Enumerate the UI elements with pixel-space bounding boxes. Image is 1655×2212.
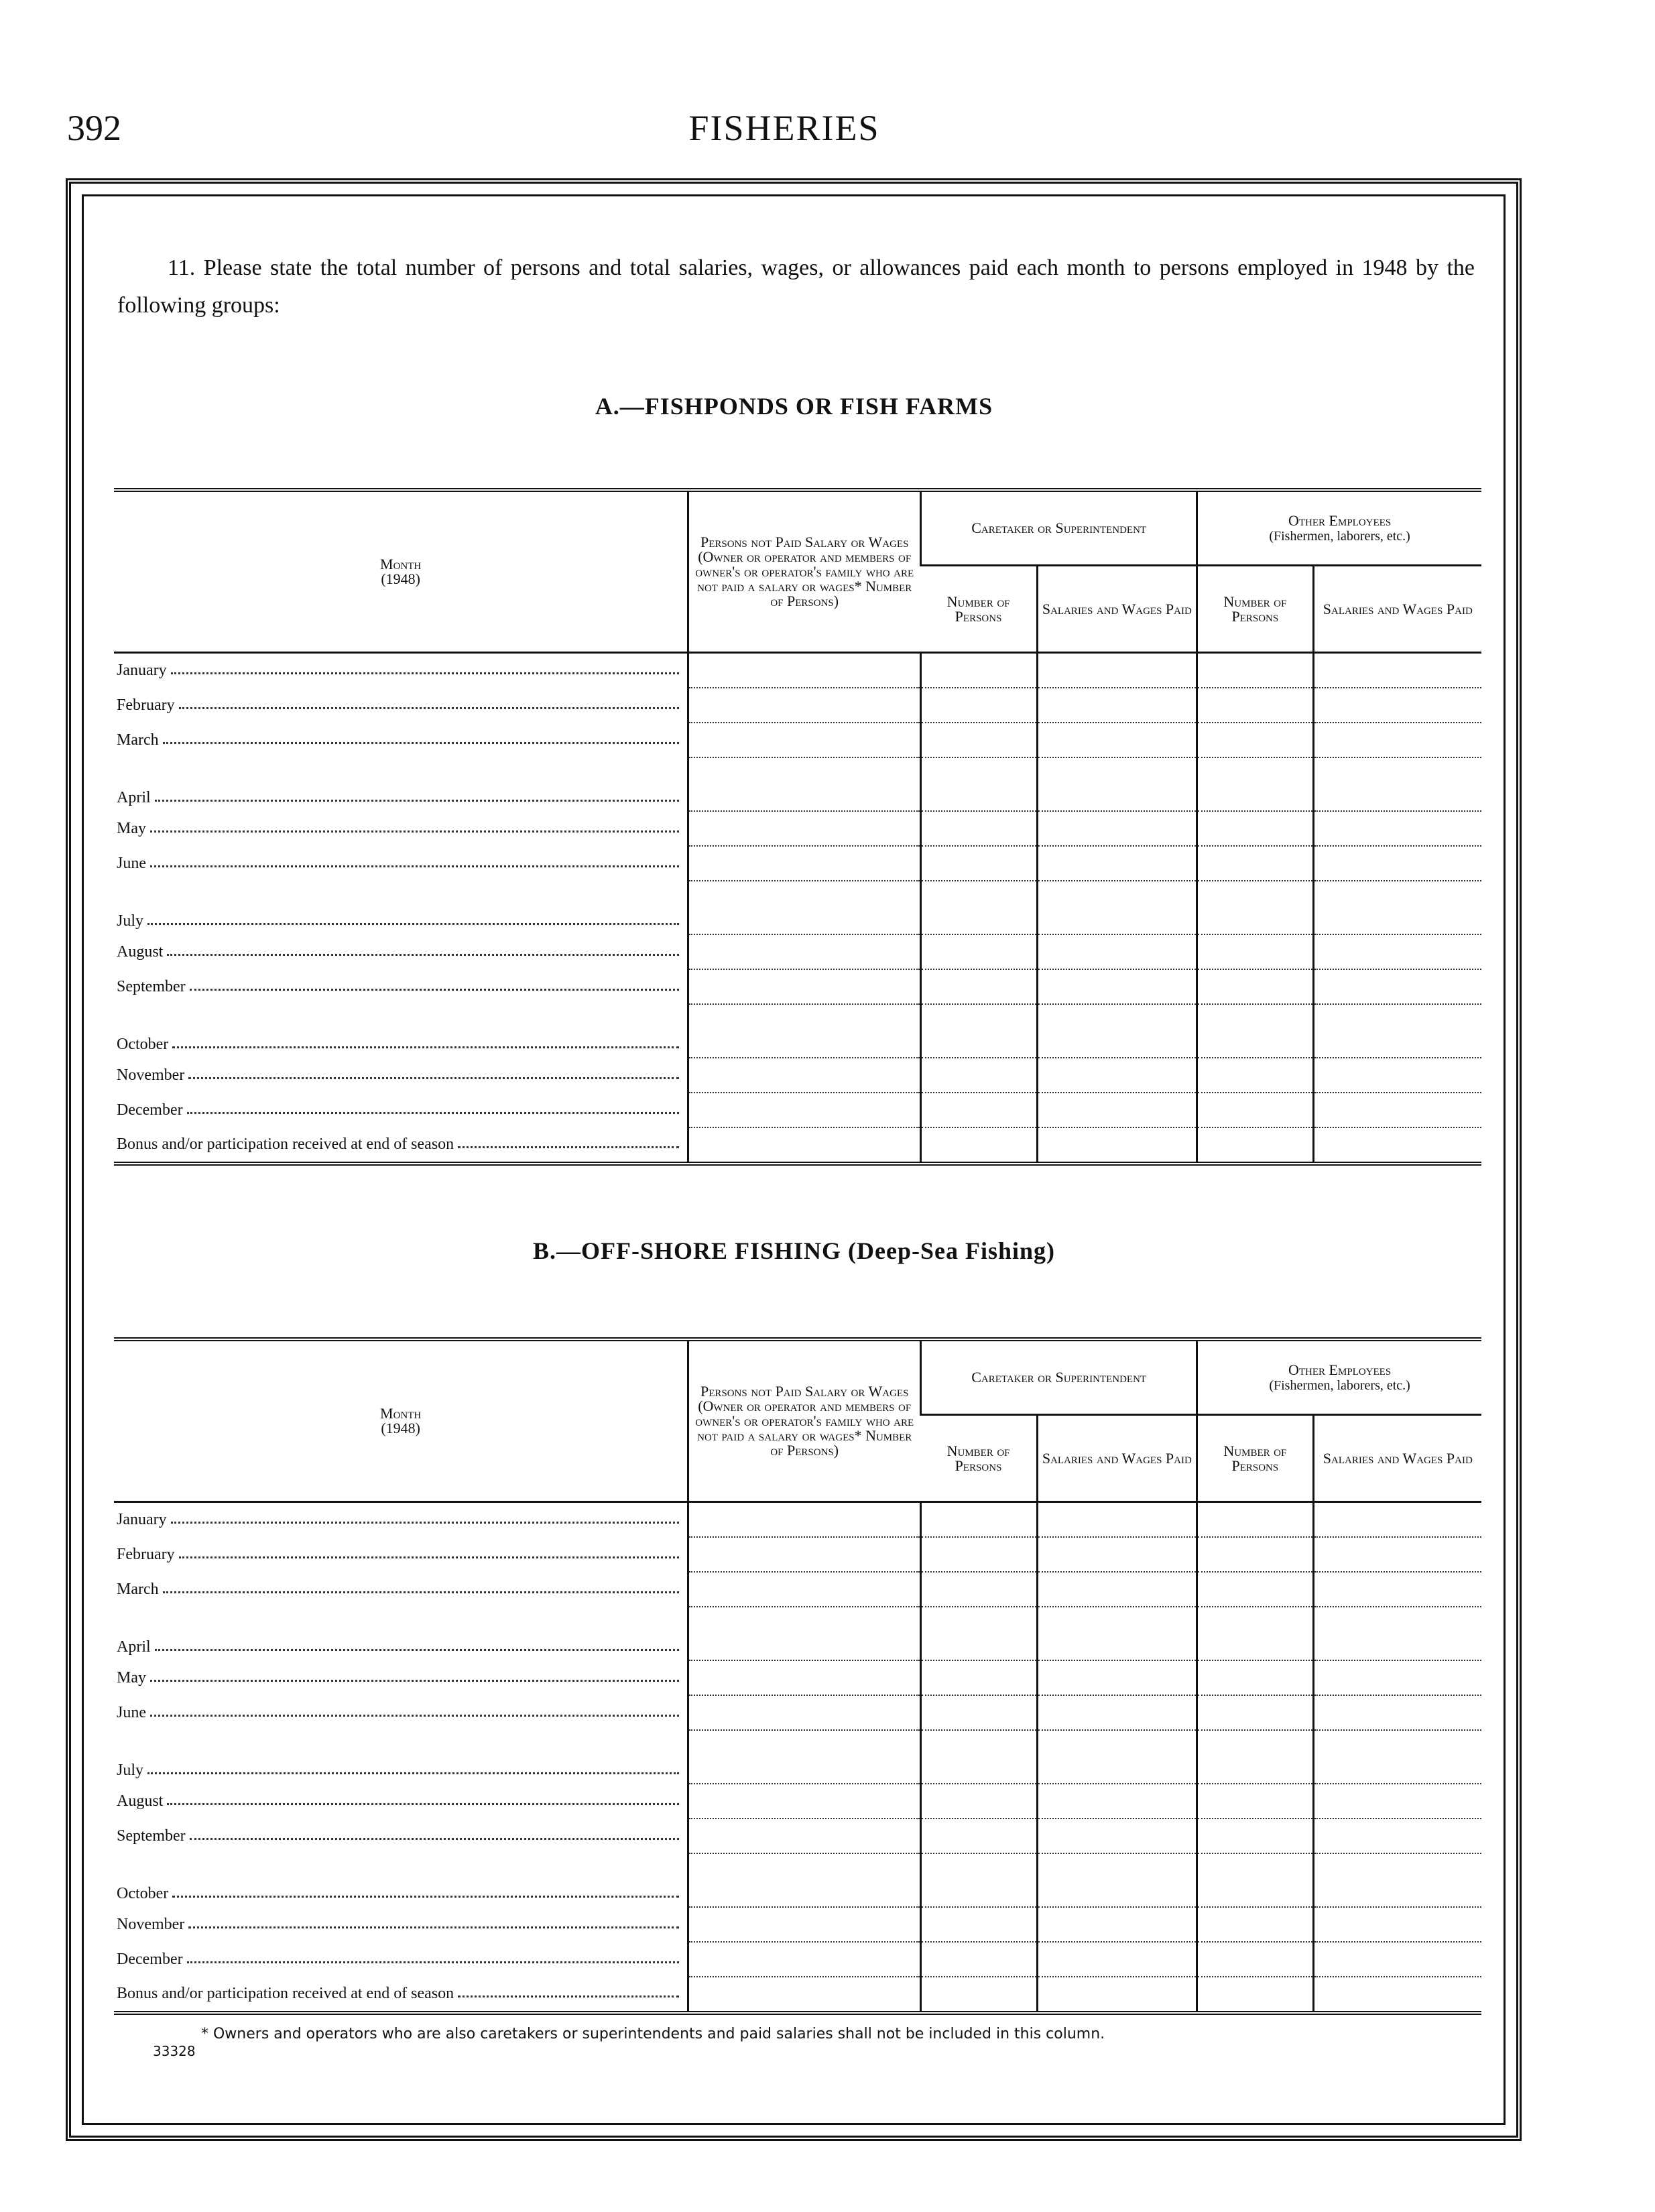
dot-leader	[179, 1556, 680, 1558]
entry-cell[interactable]	[1313, 757, 1481, 811]
month-label: September	[117, 1827, 186, 1845]
month-label-cell	[114, 653, 688, 688]
entry-cell[interactable]	[1037, 1127, 1197, 1164]
entry-cell[interactable]	[688, 723, 921, 757]
entry-cell[interactable]	[1037, 1093, 1197, 1127]
entry-cell[interactable]	[1313, 653, 1481, 688]
table-row	[114, 1853, 1481, 1907]
entry-cell[interactable]	[1037, 653, 1197, 688]
entry-cell[interactable]	[1313, 1093, 1481, 1127]
entry-cell[interactable]	[1037, 1004, 1197, 1058]
entry-cell[interactable]	[921, 757, 1037, 811]
section-a-title: A.—FISHPONDS OR FISH FARMS	[595, 393, 993, 420]
entry-cell[interactable]	[921, 723, 1037, 757]
dot-leader	[188, 1926, 679, 1928]
month-label-cell	[114, 1730, 688, 1784]
entry-cell[interactable]	[688, 1660, 921, 1695]
month-label: November	[117, 1915, 185, 1933]
dot-leader	[150, 1715, 679, 1717]
month-label-cell	[114, 1537, 688, 1572]
entry-cell[interactable]	[1037, 934, 1197, 969]
month-label-cell	[114, 1853, 688, 1907]
entry-cell[interactable]	[1197, 881, 1313, 934]
dot-leader	[167, 1803, 679, 1805]
other-salaries-header: Salaries and Wages Paid	[1313, 1415, 1481, 1502]
dot-leader	[171, 672, 680, 674]
entry-cell[interactable]	[688, 1730, 921, 1784]
month-label: August	[117, 942, 164, 961]
month-label-cell	[114, 1660, 688, 1695]
other-number-header: Number of Persons	[1197, 566, 1313, 653]
entry-cell[interactable]	[688, 1695, 921, 1730]
entry-cell[interactable]	[1197, 1058, 1313, 1093]
entry-cell[interactable]	[1197, 1784, 1313, 1819]
dot-leader	[188, 1077, 679, 1079]
month-label: January	[117, 662, 167, 679]
month-label: May	[117, 1668, 146, 1686]
running-head: FISHERIES	[688, 108, 880, 148]
entry-cell[interactable]	[688, 934, 921, 969]
entry-cell[interactable]	[1313, 846, 1481, 881]
month-label: December	[117, 1950, 183, 1968]
entry-cell[interactable]	[1037, 846, 1197, 881]
month-label: August	[117, 1792, 164, 1810]
other-number-header: Number of Persons	[1197, 1415, 1313, 1502]
entry-cell[interactable]	[1037, 969, 1197, 1004]
table-row	[114, 934, 1481, 969]
entry-cell[interactable]	[1313, 1058, 1481, 1093]
entry-cell[interactable]	[921, 1784, 1037, 1819]
dot-leader	[167, 954, 679, 956]
month-label: February	[117, 696, 175, 714]
entry-cell[interactable]	[1037, 1819, 1197, 1853]
entry-cell[interactable]	[921, 1093, 1037, 1127]
month-label-cell	[114, 1127, 688, 1164]
month-label: June	[117, 854, 146, 872]
dot-leader	[172, 1896, 679, 1898]
entry-cell[interactable]	[1313, 1572, 1481, 1607]
table-row	[114, 1058, 1481, 1093]
entry-cell[interactable]	[1313, 1695, 1481, 1730]
entry-cell[interactable]	[1037, 688, 1197, 723]
table-row	[114, 688, 1481, 723]
entry-cell[interactable]	[921, 811, 1037, 846]
table-row	[114, 757, 1481, 811]
entry-cell[interactable]	[1313, 1819, 1481, 1853]
month-label-cell	[114, 1907, 688, 1942]
month-label: April	[117, 789, 151, 806]
dot-leader	[155, 1649, 680, 1651]
month-label-cell	[114, 723, 688, 757]
table-row	[114, 1907, 1481, 1942]
entry-cell[interactable]	[1313, 1660, 1481, 1695]
entry-cell[interactable]	[1313, 1730, 1481, 1784]
month-label-cell	[114, 1942, 688, 1977]
entry-cell[interactable]	[1313, 688, 1481, 723]
section-b-title: B.—OFF-SHORE FISHING (Deep-Sea Fishing)	[532, 1237, 1056, 1264]
table-row	[114, 1695, 1481, 1730]
entry-cell[interactable]	[688, 1853, 921, 1907]
month-label: June	[117, 1703, 146, 1721]
dot-leader	[187, 1961, 680, 1963]
table-row	[114, 1977, 1481, 2013]
caretaker-salaries-header: Salaries and Wages Paid	[1037, 566, 1197, 653]
table-row	[114, 1572, 1481, 1607]
entry-cell[interactable]	[921, 934, 1037, 969]
section-b-table	[114, 1337, 1481, 2015]
entry-cell[interactable]	[1313, 1004, 1481, 1058]
entry-cell[interactable]	[1313, 881, 1481, 934]
entry-cell[interactable]	[1197, 1572, 1313, 1607]
entry-cell[interactable]	[921, 1907, 1037, 1942]
entry-cell[interactable]	[921, 1853, 1037, 1907]
table-row	[114, 1730, 1481, 1784]
entry-cell[interactable]	[688, 1977, 921, 2013]
entry-cell[interactable]	[1037, 757, 1197, 811]
month-label-cell	[114, 881, 688, 934]
entry-cell[interactable]	[688, 811, 921, 846]
dot-leader	[172, 1046, 679, 1048]
table-row	[114, 1607, 1481, 1660]
entry-cell[interactable]	[688, 1942, 921, 1977]
entry-cell[interactable]	[1197, 1004, 1313, 1058]
table-row	[114, 1660, 1481, 1695]
section-a-table	[114, 488, 1481, 1166]
other-employees-header: Other Employees (Fishermen, laborers, etc.)	[1197, 1339, 1481, 1415]
entry-cell[interactable]	[921, 1607, 1037, 1660]
entry-cell[interactable]	[688, 1572, 921, 1607]
entry-cell[interactable]	[921, 1977, 1037, 2013]
entry-cell[interactable]	[1313, 1942, 1481, 1977]
entry-cell[interactable]	[1197, 1942, 1313, 1977]
entry-cell[interactable]	[1313, 1784, 1481, 1819]
entry-cell[interactable]	[921, 1572, 1037, 1607]
entry-cell[interactable]	[1037, 1660, 1197, 1695]
month-label: January	[117, 1511, 167, 1528]
entry-cell[interactable]	[1197, 1853, 1313, 1907]
entry-cell[interactable]	[1197, 1127, 1313, 1164]
month-label: November	[117, 1066, 185, 1084]
entry-cell[interactable]	[1197, 1977, 1313, 2013]
entry-cell[interactable]	[1037, 1907, 1197, 1942]
month-label: October	[117, 1885, 169, 1902]
employment-table	[114, 488, 1481, 1166]
dot-leader	[150, 1680, 679, 1682]
month-label-cell	[114, 1093, 688, 1127]
dot-leader	[179, 707, 680, 709]
month-label: October	[117, 1036, 169, 1053]
entry-cell[interactable]	[1037, 1730, 1197, 1784]
entry-cell[interactable]	[1197, 1819, 1313, 1853]
entry-cell[interactable]	[921, 1819, 1037, 1853]
entry-cell[interactable]	[1197, 846, 1313, 881]
entry-cell[interactable]	[921, 1660, 1037, 1695]
page-number: 392	[67, 108, 121, 148]
month-label: July	[117, 912, 144, 930]
table-row	[114, 1502, 1481, 1538]
dot-leader	[150, 831, 679, 833]
entry-cell[interactable]	[1313, 811, 1481, 846]
caretaker-salaries-header: Salaries and Wages Paid	[1037, 1415, 1197, 1502]
entry-cell[interactable]	[1313, 723, 1481, 757]
month-label: December	[117, 1101, 183, 1119]
dot-leader	[163, 1591, 680, 1593]
table-row	[114, 846, 1481, 881]
entry-cell[interactable]	[921, 688, 1037, 723]
dot-leader	[458, 1995, 679, 1998]
caretaker-number-header: Number of Persons	[921, 1415, 1037, 1502]
entry-cell[interactable]	[1197, 1907, 1313, 1942]
entry-cell[interactable]	[1037, 1572, 1197, 1607]
month-label-cell	[114, 934, 688, 969]
entry-cell[interactable]	[1313, 1127, 1481, 1164]
month-label: September	[117, 977, 186, 995]
entry-cell[interactable]	[1197, 1660, 1313, 1695]
entry-cell[interactable]	[1197, 723, 1313, 757]
dot-leader	[155, 800, 680, 802]
entry-cell[interactable]	[688, 1819, 921, 1853]
entry-cell[interactable]	[688, 688, 921, 723]
persons-not-paid-header: Persons not Paid Salary or Wages (Owner or operator and members of owner's or operator's family who are not paid a salary or wages* Number of Persons)	[688, 490, 921, 653]
table-row	[114, 1819, 1481, 1853]
entry-cell[interactable]	[688, 1058, 921, 1093]
table-row	[114, 969, 1481, 1004]
table-row	[114, 1127, 1481, 1164]
entry-cell[interactable]	[921, 1730, 1037, 1784]
entry-cell[interactable]	[921, 881, 1037, 934]
entry-cell[interactable]	[688, 1537, 921, 1572]
month-label-cell	[114, 757, 688, 811]
entry-cell[interactable]	[921, 1502, 1037, 1538]
dot-leader	[187, 1112, 680, 1114]
entry-cell[interactable]	[1197, 1502, 1313, 1538]
month-label: July	[117, 1762, 144, 1779]
entry-cell[interactable]	[921, 969, 1037, 1004]
entry-cell[interactable]	[1197, 653, 1313, 688]
entry-cell[interactable]	[921, 653, 1037, 688]
entry-cell[interactable]	[688, 1607, 921, 1660]
footnote: * Owners and operators who are also caretakers or superintendents and paid salaries shall not be included in this column.	[201, 2026, 1105, 2042]
entry-cell[interactable]	[1197, 1695, 1313, 1730]
month-label: April	[117, 1638, 151, 1656]
entry-cell[interactable]	[1037, 1607, 1197, 1660]
entry-cell[interactable]	[1037, 811, 1197, 846]
entry-cell[interactable]	[1037, 1537, 1197, 1572]
month-label-cell	[114, 1695, 688, 1730]
entry-cell[interactable]	[688, 1502, 921, 1538]
question-text: 11. Please state the total number of persons and total salaries, wages, or allowances paid each month to persons employed in 1948 by the following groups:	[117, 255, 1475, 318]
month-label-cell	[114, 1004, 688, 1058]
entry-cell[interactable]	[1197, 1730, 1313, 1784]
entry-cell[interactable]	[688, 757, 921, 811]
entry-cell[interactable]	[921, 1942, 1037, 1977]
entry-cell[interactable]	[921, 846, 1037, 881]
entry-cell[interactable]	[1313, 1907, 1481, 1942]
entry-cell[interactable]	[1037, 1977, 1197, 2013]
month-header: Month (1948)	[114, 490, 688, 653]
caretaker-header: Caretaker or Superintendent	[921, 490, 1197, 566]
table-row	[114, 1784, 1481, 1819]
month-label-cell	[114, 846, 688, 881]
month-label-cell	[114, 1607, 688, 1660]
dot-leader	[458, 1146, 679, 1148]
other-salaries-header: Salaries and Wages Paid	[1313, 566, 1481, 653]
caretaker-number-header: Number of Persons	[921, 566, 1037, 653]
dot-leader	[147, 1772, 679, 1774]
table-row	[114, 723, 1481, 757]
entry-cell[interactable]	[921, 1537, 1037, 1572]
entry-cell[interactable]	[688, 1784, 921, 1819]
entry-cell[interactable]	[688, 881, 921, 934]
entry-cell[interactable]	[1313, 1853, 1481, 1907]
month-label-cell	[114, 1977, 688, 2013]
entry-cell[interactable]	[688, 1127, 921, 1164]
entry-cell[interactable]	[1037, 723, 1197, 757]
table-row	[114, 811, 1481, 846]
entry-cell[interactable]	[1197, 811, 1313, 846]
entry-cell[interactable]	[1197, 934, 1313, 969]
entry-cell[interactable]	[1037, 1942, 1197, 1977]
table-row	[114, 1537, 1481, 1572]
month-label-cell	[114, 969, 688, 1004]
entry-cell[interactable]	[1037, 1853, 1197, 1907]
table-row	[114, 1942, 1481, 1977]
entry-cell[interactable]	[1037, 1502, 1197, 1538]
entry-cell[interactable]	[921, 1058, 1037, 1093]
month-label: May	[117, 819, 146, 837]
entry-cell[interactable]	[1313, 969, 1481, 1004]
entry-cell[interactable]	[1197, 757, 1313, 811]
month-label-cell	[114, 1572, 688, 1607]
entry-cell[interactable]	[1313, 1977, 1481, 2013]
entry-cell[interactable]	[688, 846, 921, 881]
month-label-cell	[114, 1784, 688, 1819]
entry-cell[interactable]	[1197, 969, 1313, 1004]
persons-not-paid-header: Persons not Paid Salary or Wages (Owner or operator and members of owner's or operator's family who are not paid a salary or wages* Number of Persons)	[688, 1339, 921, 1502]
table-row	[114, 1093, 1481, 1127]
other-employees-header: Other Employees (Fishermen, laborers, etc.)	[1197, 490, 1481, 566]
dot-leader	[171, 1522, 680, 1524]
month-label-cell	[114, 1058, 688, 1093]
month-header: Month (1948)	[114, 1339, 688, 1502]
entry-cell[interactable]	[1197, 1093, 1313, 1127]
entry-cell[interactable]	[1313, 934, 1481, 969]
entry-cell[interactable]	[1037, 881, 1197, 934]
entry-cell[interactable]	[1197, 1537, 1313, 1572]
month-label: Bonus and/or participation received at end of season	[117, 1985, 454, 2002]
entry-cell[interactable]	[688, 653, 921, 688]
entry-cell[interactable]	[921, 1004, 1037, 1058]
table-row	[114, 881, 1481, 934]
entry-cell[interactable]	[1037, 1695, 1197, 1730]
entry-cell[interactable]	[688, 969, 921, 1004]
dot-leader	[190, 1838, 680, 1840]
entry-cell[interactable]	[921, 1695, 1037, 1730]
month-label-cell	[114, 1819, 688, 1853]
dot-leader	[147, 923, 679, 925]
dot-leader	[150, 865, 679, 867]
form-code: 33328	[153, 2043, 196, 2059]
entry-cell[interactable]	[688, 1093, 921, 1127]
dot-leader	[163, 742, 680, 744]
table-row	[114, 1004, 1481, 1058]
month-label-cell	[114, 811, 688, 846]
table-row	[114, 653, 1481, 688]
month-label-cell	[114, 1502, 688, 1538]
entry-cell[interactable]	[688, 1907, 921, 1942]
month-label-cell	[114, 688, 688, 723]
entry-cell[interactable]	[1313, 1537, 1481, 1572]
month-label: Bonus and/or participation received at end of season	[117, 1135, 454, 1153]
entry-cell[interactable]	[1197, 688, 1313, 723]
entry-cell[interactable]	[688, 1004, 921, 1058]
entry-cell[interactable]	[1037, 1784, 1197, 1819]
month-label: March	[117, 731, 159, 749]
entry-cell[interactable]	[1197, 1607, 1313, 1660]
entry-cell[interactable]	[1313, 1607, 1481, 1660]
month-label: February	[117, 1545, 175, 1563]
month-label: March	[117, 1580, 159, 1598]
dot-leader	[190, 989, 680, 991]
employment-table	[114, 1337, 1481, 2015]
entry-cell[interactable]	[1037, 1058, 1197, 1093]
entry-cell[interactable]	[921, 1127, 1037, 1164]
entry-cell[interactable]	[1313, 1502, 1481, 1538]
caretaker-header: Caretaker or Superintendent	[921, 1339, 1197, 1415]
